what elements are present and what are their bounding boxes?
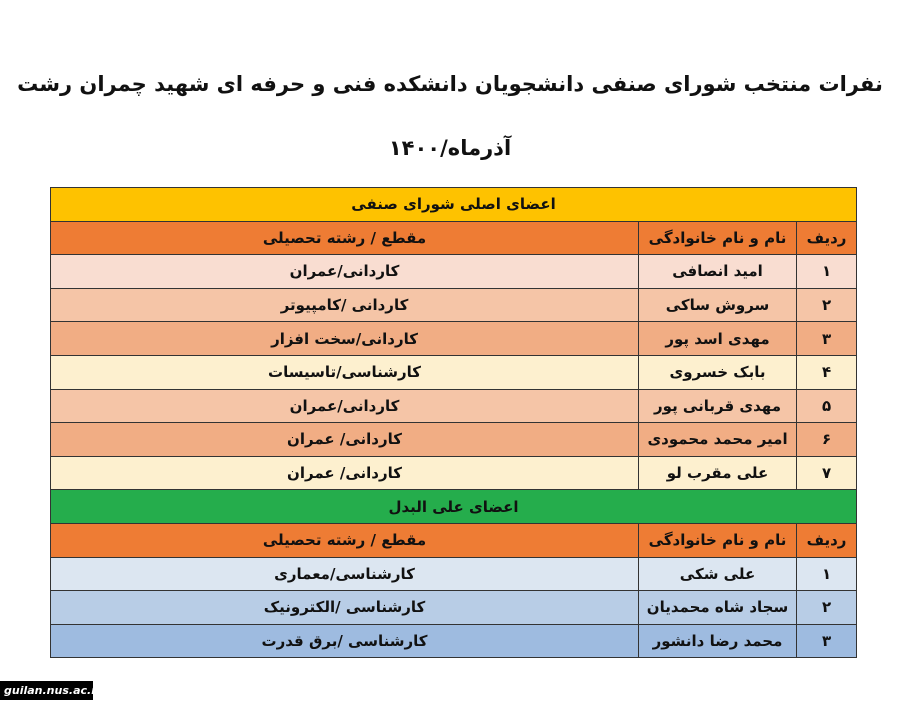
site-watermark: guilan.nus.ac.ir: [0, 681, 93, 700]
table-row: [51, 355, 857, 389]
row-num: ۲: [797, 288, 857, 322]
header-field: مقطع / رشته تحصیلی: [51, 523, 639, 557]
row-num: ۱: [797, 557, 857, 591]
main-section-row: [51, 188, 857, 222]
row-name: بابک خسروی: [639, 355, 797, 389]
row-name: سجاد شاه محمدیان: [639, 591, 797, 625]
row-num: ۳: [797, 322, 857, 356]
row-field: کارشناسی/معماری: [51, 557, 639, 591]
row-field: کارشناسی /الکترونیک: [51, 591, 639, 625]
row-field: کارشناسی /برق قدرت: [51, 624, 639, 658]
alternate-header-row: [51, 523, 857, 557]
table-row: [51, 322, 857, 356]
row-num: ۶: [797, 423, 857, 457]
alternate-section-title: اعضای علی البدل: [51, 490, 857, 524]
row-field: کاردانی/ عمران: [51, 456, 639, 490]
members-table: [50, 187, 857, 658]
row-field: کارشناسی/تاسیسات: [51, 355, 639, 389]
row-name: سروش ساکی: [639, 288, 797, 322]
table-row: [51, 423, 857, 457]
table-row: [51, 624, 857, 658]
table-row: [51, 255, 857, 289]
header-num: ردیف: [797, 221, 857, 255]
table-row: [51, 591, 857, 625]
row-name: امیر محمد محمودی: [639, 423, 797, 457]
row-num: ۵: [797, 389, 857, 423]
row-field: کاردانی/ عمران: [51, 423, 639, 457]
row-field: کاردانی/عمران: [51, 389, 639, 423]
row-num: ۱: [797, 255, 857, 289]
row-name: مهدی قربانی پور: [639, 389, 797, 423]
page-title: نفرات منتخب شورای صنفی دانشجویان دانشکده فنی و حرفه ای شهید چمران رشت: [17, 72, 883, 96]
row-num: ۲: [797, 591, 857, 625]
header-name: نام و نام خانوادگی: [639, 221, 797, 255]
row-num: ۳: [797, 624, 857, 658]
row-num: ۷: [797, 456, 857, 490]
main-header-row: [51, 221, 857, 255]
table-row: [51, 288, 857, 322]
header-name: نام و نام خانوادگی: [639, 523, 797, 557]
row-name: مهدی اسد پور: [639, 322, 797, 356]
row-name: محمد رضا دانشور: [639, 624, 797, 658]
row-field: کاردانی /کامپیوتر: [51, 288, 639, 322]
row-name: امید انصافی: [639, 255, 797, 289]
header-num: ردیف: [797, 523, 857, 557]
table-row: [51, 389, 857, 423]
table-row: [51, 557, 857, 591]
table-row: [51, 456, 857, 490]
alternate-section-row: [51, 490, 857, 524]
page-subtitle: آذرماه/۱۴۰۰: [388, 136, 512, 160]
row-name: علی مقرب لو: [639, 456, 797, 490]
header-field: مقطع / رشته تحصیلی: [51, 221, 639, 255]
row-field: کاردانی/عمران: [51, 255, 639, 289]
row-num: ۴: [797, 355, 857, 389]
row-name: علی شکی: [639, 557, 797, 591]
row-field: کاردانی/سخت افزار: [51, 322, 639, 356]
main-section-title: اعضای اصلی شورای صنفی: [51, 188, 857, 222]
